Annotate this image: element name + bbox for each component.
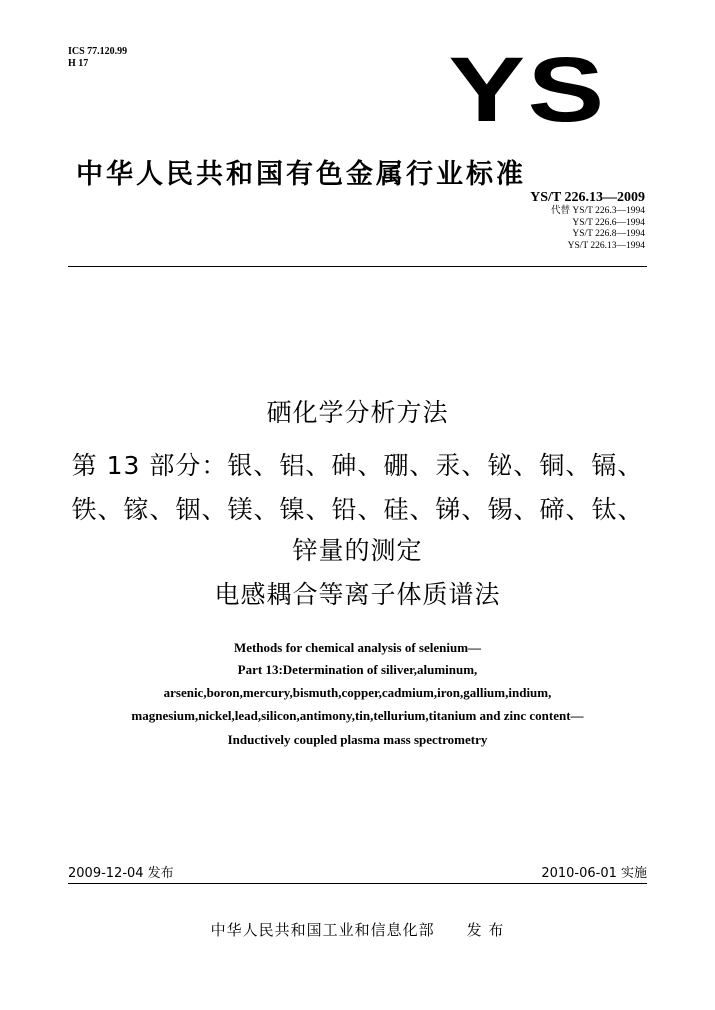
title-cn-line: 第 13 部分：银、铝、砷、硼、汞、铋、铜、镉、 bbox=[71, 451, 644, 480]
implement-date: 2010-06-01 实施 bbox=[541, 866, 647, 881]
standard-number-block bbox=[530, 190, 645, 252]
title-cn-line: 铁、镓、铟、镁、镍、铅、硅、锑、锡、碲、钛、 bbox=[71, 495, 644, 524]
replaces-line: YS/T 226.8—1994 bbox=[572, 229, 645, 239]
issuer-action: 发 布 bbox=[466, 921, 505, 939]
replaces-line: YS/T 226.6—1994 bbox=[572, 217, 645, 228]
replaces-line: YS/T 226.13—1994 bbox=[567, 240, 645, 251]
title-cn-line: 硒化学分析方法 bbox=[266, 398, 449, 427]
org-title: 中华人民共和国有色金属行业标准 bbox=[76, 159, 526, 190]
title-en-line: Methods for chemical analysis of selenium— bbox=[233, 640, 482, 655]
issuer bbox=[0, 919, 715, 940]
ccs-code: H 17 bbox=[68, 58, 89, 69]
publish-date: 2009-12-04 发布 bbox=[68, 866, 174, 881]
title-en-line: magnesium,nickel,lead,silicon,antimony,tin,tellurium,titanium and zinc content— bbox=[131, 708, 584, 723]
replaces-line: 代替 YS/T 226.3—1994 bbox=[550, 206, 645, 216]
title-cn-line: 锌量的测定 bbox=[292, 536, 423, 565]
footer-rule bbox=[68, 883, 647, 884]
title-en-line: Part 13:Determination of siliver,aluminum, bbox=[237, 662, 478, 677]
classification-codes bbox=[68, 46, 127, 70]
title-en-line: arsenic,boron,mercury,bismuth,copper,cadmium,iron,gallium,indium, bbox=[163, 685, 552, 700]
standard-number: YS/T 226.13—2009 bbox=[530, 190, 645, 205]
title-cn-line: 电感耦合等离子体质谱法 bbox=[214, 580, 501, 609]
title-en-line: Inductively coupled plasma mass spectrometry bbox=[227, 732, 488, 747]
header-rule bbox=[68, 266, 647, 267]
issuer-name: 中华人民共和国工业和信息化部 bbox=[210, 921, 435, 939]
ics-code: ICS 77.120.99 bbox=[68, 46, 128, 57]
ys-logo: YS bbox=[448, 39, 607, 141]
